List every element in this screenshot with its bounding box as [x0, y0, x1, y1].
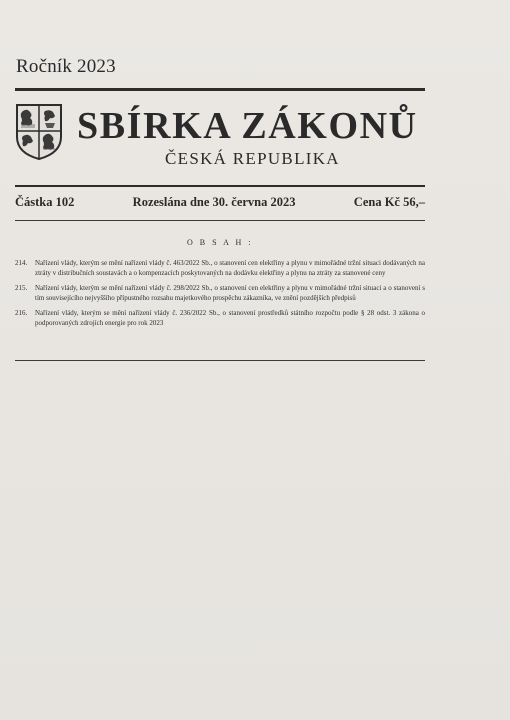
- top-rule: [15, 88, 425, 91]
- entry-text: Nařízení vlády, kterým se mění nařízení vlády č. 298/2022 Sb., o stanovení cen elektřiny a plynu v mimořádné tržní situaci a o stanovení s tím souvisejícího nejvyššího přípustného rozsahu majetkového prospěchu zákazníka, ve znění pozdějších předpisů: [35, 284, 425, 302]
- gazette-subtitle: ČESKÁ REPUBLIKA: [165, 149, 340, 168]
- entry-number: 214.: [15, 259, 28, 267]
- entry-number: 216.: [15, 309, 28, 317]
- issue-info-row: [15, 195, 425, 210]
- issue-price: Cena Kč 56,–: [353, 195, 425, 209]
- middle-rule: [15, 185, 425, 187]
- entry-number: 215.: [15, 284, 28, 292]
- contents-bottom-rule: [15, 360, 425, 361]
- coat-of-arms-icon: [15, 103, 63, 161]
- gazette-title: SBÍRKA ZÁKONŮ: [77, 105, 418, 147]
- entry-text: Nařízení vlády, kterým se mění nařízení vlády č. 463/2022 Sb., o stanovení cen elektřiny a plynu v mimořádné tržní situaci dodávaných na ztráty v distribučních soustavách a o kompenzacích poskytovaných na dodávku elektřiny a plynu na ztráty za stanovené ceny: [35, 259, 425, 277]
- info-rule: [15, 220, 425, 221]
- contents-heading: O B S A H :: [187, 238, 253, 247]
- contents-entry: [15, 258, 425, 278]
- distribution-date: Rozeslána dne 30. června 2023: [132, 195, 296, 209]
- contents-entry: [15, 308, 425, 328]
- contents-list: [15, 258, 425, 333]
- issue-number: Částka 102: [15, 195, 75, 209]
- year-label: Ročník 2023: [16, 56, 116, 77]
- contents-entry: [15, 283, 425, 303]
- entry-text: Nařízení vlády, kterým se mění nařízení vlády č. 236/2022 Sb., o stanovení prostředků státního rozpočtu podle § 28 odst. 3 zákona o podporovaných zdrojích energie pro rok 2023: [35, 309, 425, 327]
